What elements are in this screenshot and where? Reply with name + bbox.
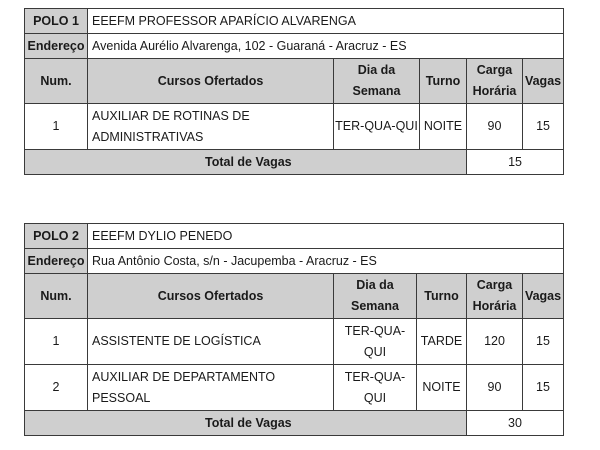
address-row bbox=[25, 249, 564, 274]
table-row bbox=[25, 319, 564, 365]
total-row bbox=[25, 411, 564, 436]
address-value: Avenida Aurélio Alvarenga, 102 - Guaraná - Aracruz - ES bbox=[88, 34, 564, 59]
header-vagas: Vagas bbox=[523, 274, 564, 319]
cell-curso: ASSISTENTE DE LOGÍSTICA bbox=[88, 319, 334, 365]
header-dia: Dia da Semana bbox=[334, 274, 417, 319]
polo-row bbox=[25, 9, 564, 34]
cell-turno: NOITE bbox=[417, 365, 467, 411]
school-name: EEEFM PROFESSOR APARÍCIO ALVARENGA bbox=[88, 9, 564, 34]
cell-turno: TARDE bbox=[417, 319, 467, 365]
cell-curso: AUXILIAR DE DEPARTAMENTO PESSOAL bbox=[88, 365, 334, 411]
header-turno: Turno bbox=[417, 274, 467, 319]
address-row bbox=[25, 34, 564, 59]
cell-dia: TER-QUA-QUI bbox=[334, 104, 420, 150]
total-row bbox=[25, 150, 564, 175]
header-num: Num. bbox=[25, 59, 88, 104]
header-cursos: Cursos Ofertados bbox=[88, 274, 334, 319]
polo-1-table bbox=[24, 8, 564, 175]
address-value: Rua Antônio Costa, s/n - Jacupemba - Aracruz - ES bbox=[88, 249, 564, 274]
cell-vagas: 15 bbox=[523, 319, 564, 365]
cell-vagas: 15 bbox=[523, 365, 564, 411]
total-value: 15 bbox=[467, 150, 564, 175]
table-row bbox=[25, 104, 564, 150]
cell-num: 2 bbox=[25, 365, 88, 411]
address-label: Endereço bbox=[25, 34, 88, 59]
header-carga: Carga Horária bbox=[467, 274, 523, 319]
cell-carga: 90 bbox=[467, 365, 523, 411]
polo-label: POLO 2 bbox=[25, 224, 88, 249]
school-name: EEEFM DYLIO PENEDO bbox=[88, 224, 564, 249]
header-row bbox=[25, 274, 564, 319]
cell-turno: NOITE bbox=[420, 104, 467, 150]
total-label: Total de Vagas bbox=[25, 150, 467, 175]
cell-curso: AUXILIAR DE ROTINAS DE ADMINISTRATIVAS bbox=[88, 104, 334, 150]
cell-dia: TER-QUA-QUI bbox=[334, 319, 417, 365]
header-dia: Dia da Semana bbox=[334, 59, 420, 104]
address-label: Endereço bbox=[25, 249, 88, 274]
polo-2-table bbox=[24, 223, 564, 436]
total-label: Total de Vagas bbox=[25, 411, 467, 436]
header-row bbox=[25, 59, 564, 104]
polo-row bbox=[25, 224, 564, 249]
header-carga: Carga Horária bbox=[467, 59, 523, 104]
polo-label: POLO 1 bbox=[25, 9, 88, 34]
table-row bbox=[25, 365, 564, 411]
header-cursos: Cursos Ofertados bbox=[88, 59, 334, 104]
cell-num: 1 bbox=[25, 104, 88, 150]
cell-dia: TER-QUA-QUI bbox=[334, 365, 417, 411]
total-value: 30 bbox=[467, 411, 564, 436]
cell-vagas: 15 bbox=[523, 104, 564, 150]
header-vagas: Vagas bbox=[523, 59, 564, 104]
cell-num: 1 bbox=[25, 319, 88, 365]
cell-carga: 90 bbox=[467, 104, 523, 150]
header-num: Num. bbox=[25, 274, 88, 319]
header-turno: Turno bbox=[420, 59, 467, 104]
cell-carga: 120 bbox=[467, 319, 523, 365]
